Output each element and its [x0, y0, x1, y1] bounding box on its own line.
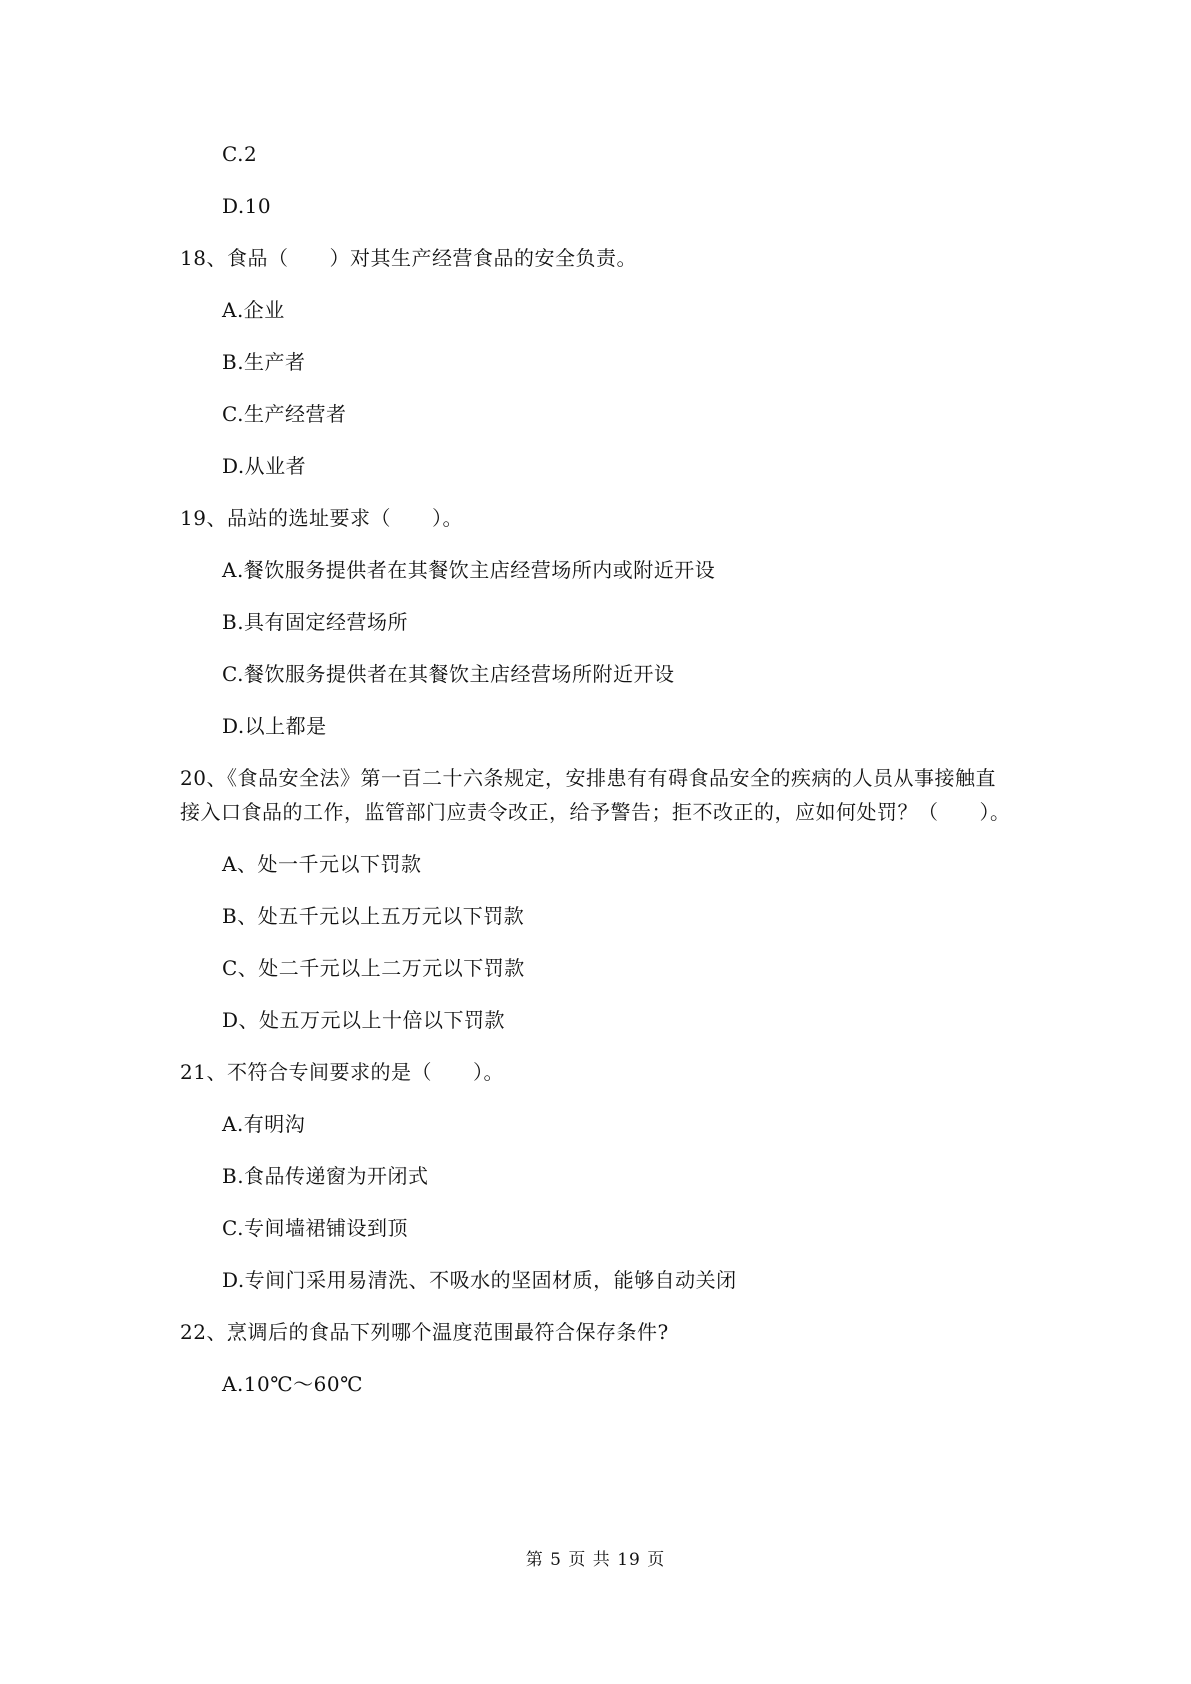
question-18: 18、食品（ ）对其生产经营食品的安全负责。 [180, 246, 637, 270]
option-prev-c: C.2 [222, 142, 258, 166]
option-19-c: C.餐饮服务提供者在其餐饮主店经营场所附近开设 [222, 662, 675, 686]
option-20-a: A、处一千元以下罚款 [222, 852, 422, 876]
question-22: 22、烹调后的食品下列哪个温度范围最符合保存条件? [180, 1320, 669, 1344]
option-20-b: B、处五千元以上五万元以下罚款 [222, 904, 525, 928]
question-19: 19、品站的选址要求（ ）。 [180, 506, 463, 530]
option-21-d: D.专间门采用易清洗、不吸水的坚固材质，能够自动关闭 [222, 1268, 737, 1292]
question-21: 21、不符合专间要求的是（ ）。 [180, 1060, 504, 1084]
page-number-footer: 第 5 页 共 19 页 [525, 1550, 666, 1570]
option-19-b: B.具有固定经营场所 [222, 610, 409, 634]
option-21-c: C.专间墙裙铺设到顶 [222, 1216, 408, 1240]
option-18-c: C.生产经营者 [222, 402, 347, 426]
option-20-d: D、处五万元以上十倍以下罚款 [222, 1008, 506, 1032]
option-18-b: B.生产者 [222, 350, 306, 374]
option-18-d: D.从业者 [222, 454, 307, 478]
option-19-d: D.以上都是 [222, 714, 327, 738]
question-20-line-2: 接入口食品的工作，监管部门应责令改正，给予警告；拒不改正的，应如何处罚？（ ）。 [180, 800, 1011, 824]
option-20-c: C、处二千元以上二万元以下罚款 [222, 956, 525, 980]
option-22-a: A.10℃～60℃ [222, 1372, 363, 1396]
option-19-a: A.餐饮服务提供者在其餐饮主店经营场所内或附近开设 [222, 558, 716, 582]
option-21-a: A.有明沟 [222, 1112, 306, 1136]
option-18-a: A.企业 [222, 298, 285, 322]
option-prev-d: D.10 [222, 194, 272, 218]
question-20-line-1: 20、《食品安全法》第一百二十六条规定，安排患有有碍食品安全的疾病的人员从事接触直 [180, 766, 996, 790]
option-21-b: B.食品传递窗为开闭式 [222, 1164, 429, 1188]
